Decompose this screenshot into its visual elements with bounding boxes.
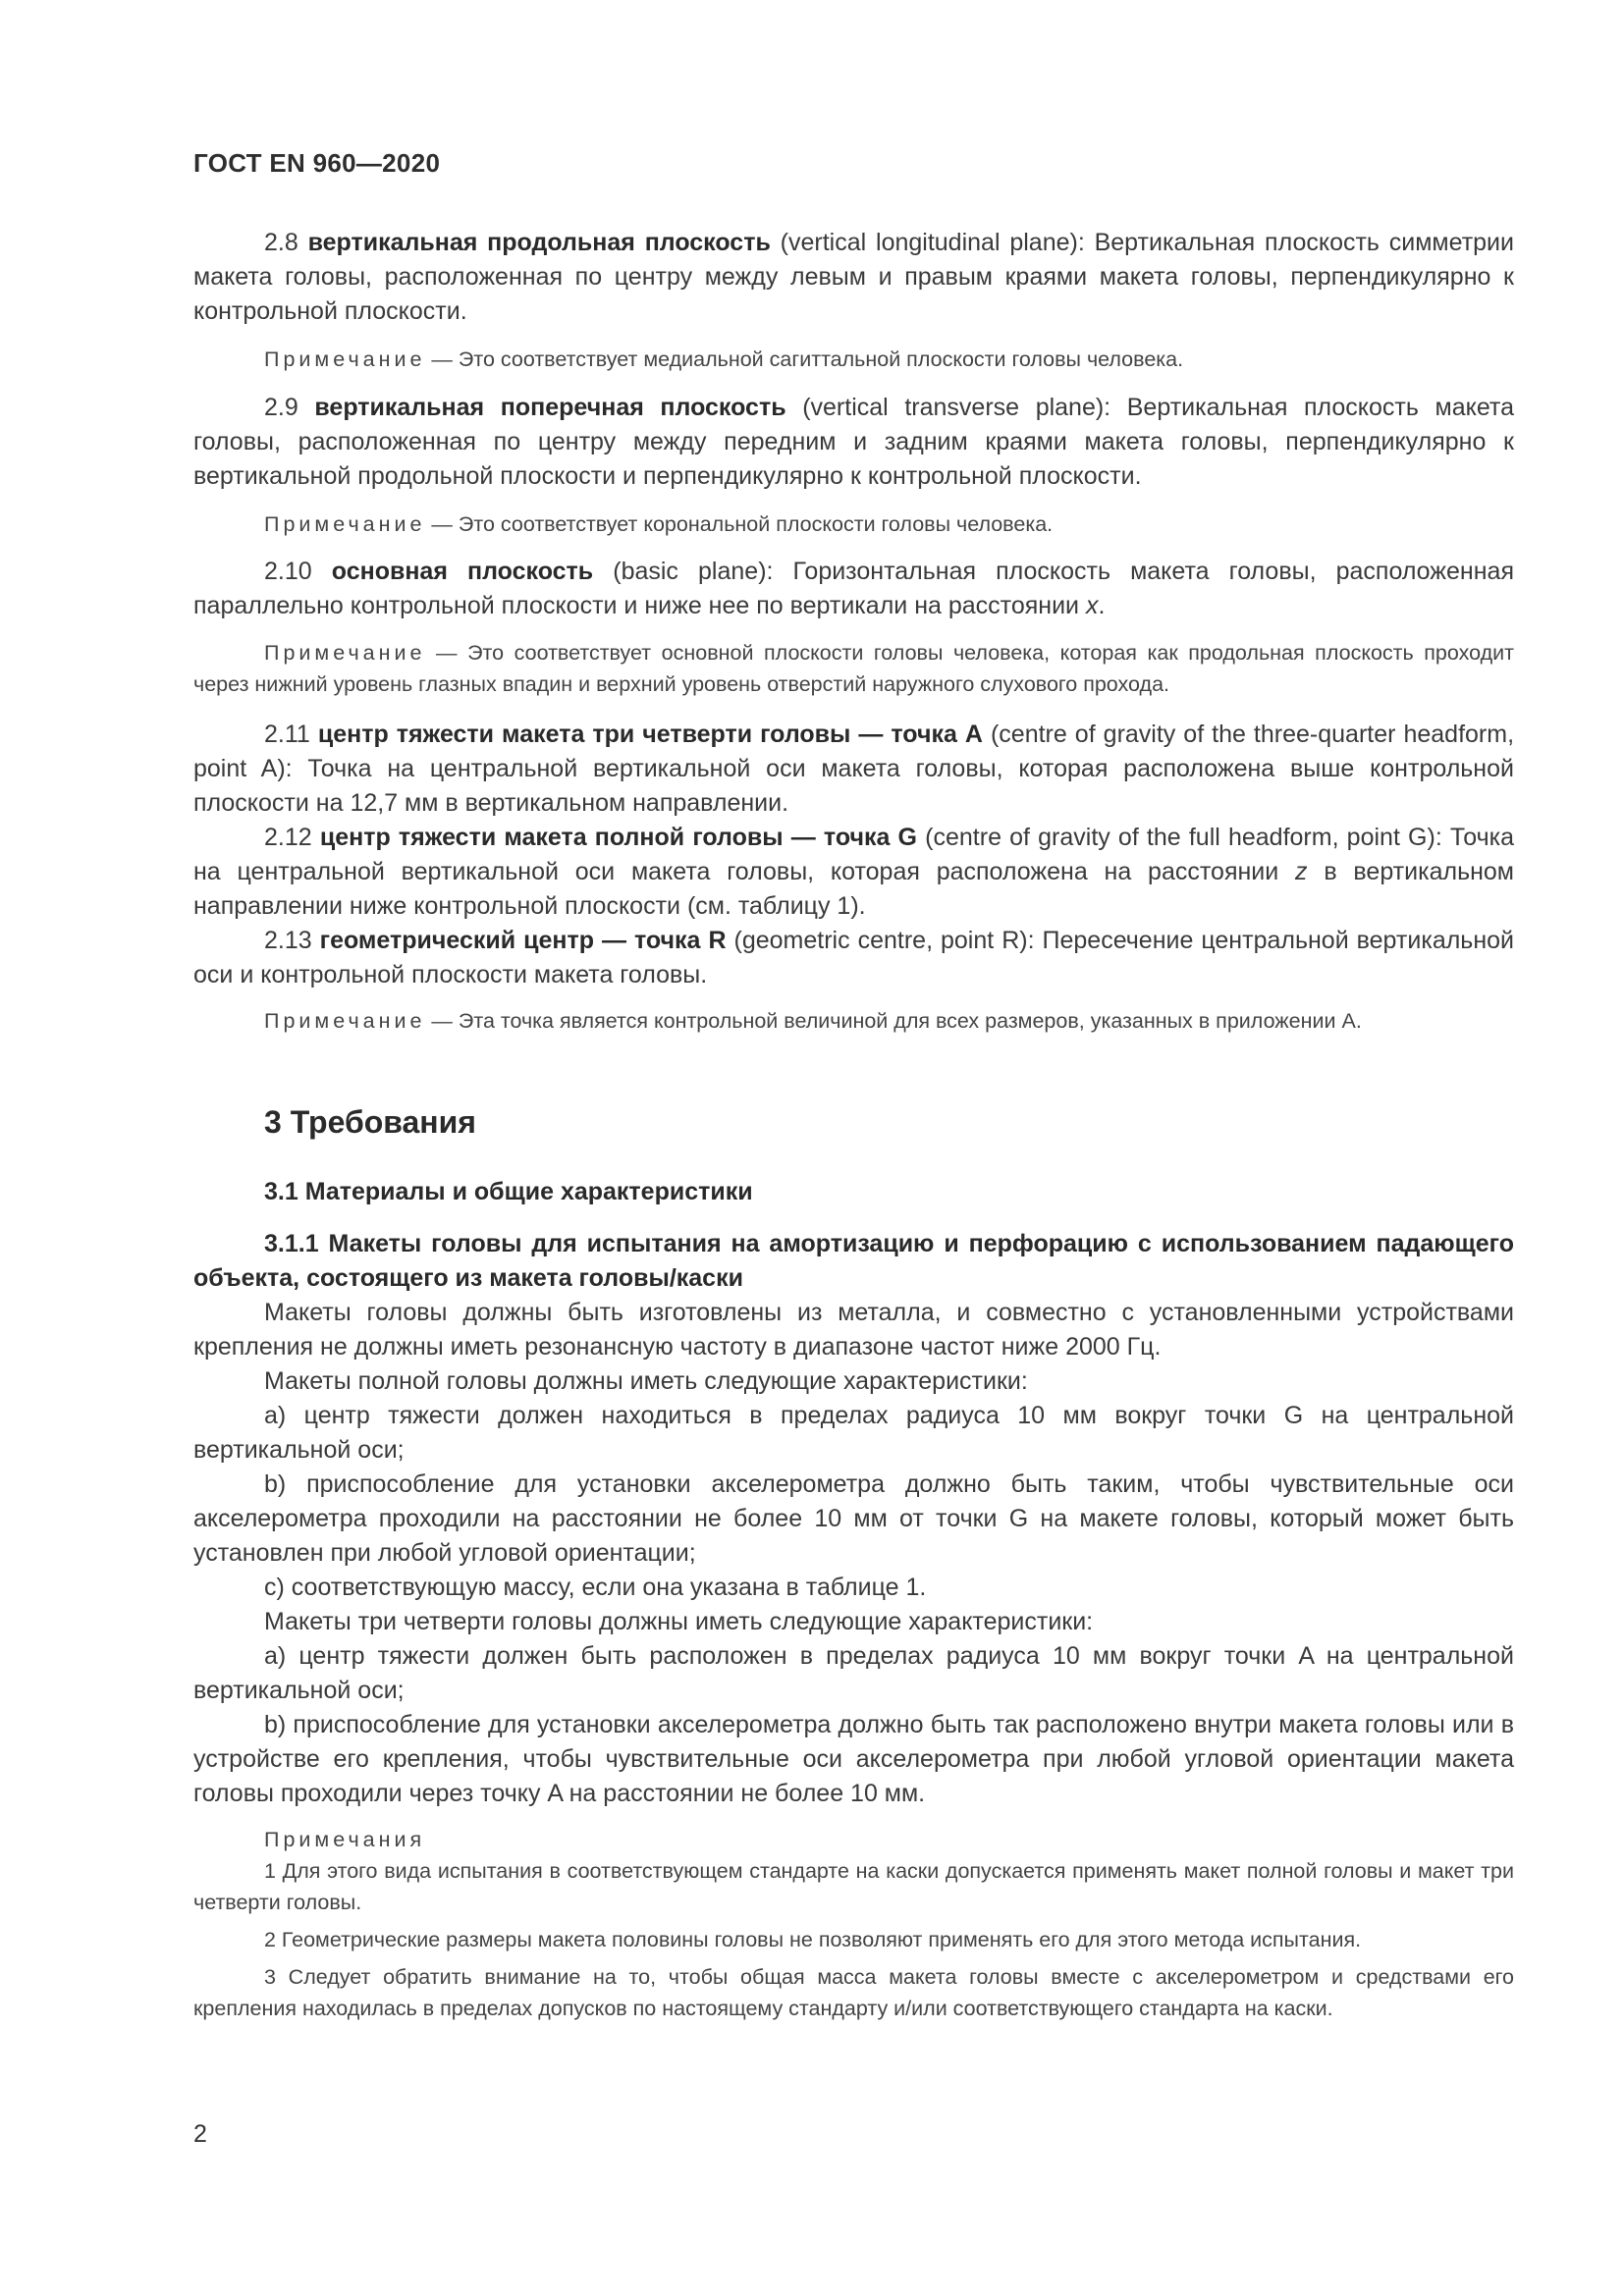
clause-2-8: [193, 226, 1514, 329]
clause-2-11-term: центр тяжести макета три четверти головы — точка A: [317, 721, 983, 748]
note-label: Примечание: [264, 347, 426, 371]
list-item: c) соответствующую массу, если она указана в таблице 1.: [264, 1574, 927, 1601]
clause-2-9: [193, 391, 1514, 494]
clause-2-13: [193, 924, 1514, 992]
clause-2-11: [193, 718, 1514, 821]
section-3-heading: 3 Требования: [264, 1104, 476, 1140]
notes-label: Примечания: [264, 1828, 426, 1851]
clause-2-8-term: вертикальная продольная плоскость: [307, 229, 771, 256]
clause-2-12-text: 2.12 центр тяжести макета полной головы — точка G (centre of gravity of the full headform, point G): Точка на центральной вертикальной оси макета головы, которая расположена на расстоянии z в вертикальном направлении ниже контрольной плоскости (см. таблицу 1).: [193, 824, 1515, 920]
clause-2-9-text: 2.9 вертикальная поперечная плоскость (vertical transverse plane): Вертикальная плоскость макета головы, расположенная по центру между передним и задним краями макета головы, перпендикулярно к вертикальной продольной плоскости и перпендикулярно к контрольной плоскости.: [193, 394, 1514, 490]
paragraph: Макеты головы должны быть изготовлены из металла, и совместно с установленными устройствами крепления не должны иметь резонансную частоту в диапазоне частот ниже 2000 Гц.: [193, 1299, 1514, 1361]
note-2-13: Примечание — Эта точка является контрольной величиной для всех размеров, указанных в приложении A.: [264, 1009, 1362, 1033]
note-item: 3 Следует обратить внимание на то, чтобы общая масса макета головы вместе с акселерометром и средствами его крепления находилась в пределах допусков по настоящему стандарту и/или соответствующего стандарта на каски.: [193, 1965, 1514, 2020]
note-item: 2 Геометрические размеры макета половины головы не позволяют применять его для этого метода испытания.: [264, 1928, 1362, 1951]
note-2-8: Примечание — Это соответствует медиальной сагиттальной плоскости головы человека.: [264, 347, 1184, 371]
clause-2-12-term: центр тяжести макета полной головы — точка G: [319, 824, 918, 851]
paragraph: Макеты полной головы должны иметь следующие характеристики:: [264, 1367, 1028, 1395]
clause-2-13-term: геометрический центр — точка R: [319, 927, 727, 954]
list-item: b) приспособление для установки акселерометра должно быть таким, чтобы чувствительные оси акселерометра проходили на расстоянии не более 10 мм от точки G на макете головы, который может быть установлен при любой угловой ориентации;: [193, 1470, 1514, 1567]
clause-2-10: [193, 555, 1514, 623]
section-3-1-1-heading: 3.1.1 Макеты головы для испытания на амортизацию и перфорацию с использованием падающего объекта, состоящего из макета головы/каски: [193, 1230, 1514, 1292]
list-item: a) центр тяжести должен находиться в пределах радиуса 10 мм вокруг точки G на центральной вертикальной оси;: [193, 1402, 1514, 1464]
notes-block: [193, 1824, 1514, 2024]
clause-2-12: [193, 821, 1514, 924]
note-2-9: Примечание — Это соответствует корональной плоскости головы человека.: [264, 512, 1054, 536]
list-item: a) центр тяжести должен быть расположен в пределах радиуса 10 мм вокруг точки A на центральной вертикальной оси;: [193, 1642, 1514, 1704]
list-item: b) приспособление для установки акселерометра должно быть так расположено внутри макета головы или в устройстве его крепления, чтобы чувствительные оси акселерометра при любой угловой ориентации макета головы проходили через точку A на расстоянии не более 10 мм.: [193, 1711, 1514, 1807]
note-2-10: Примечание — Это соответствует основной плоскости головы человека, которая как продольная плоскость проходит через нижний уровень глазных впадин и верхний уровень отверстий наружного слухового прохода.: [193, 641, 1514, 696]
paragraph: Макеты три четверти головы должны иметь следующие характеристики:: [264, 1608, 1094, 1635]
note-label: Примечание: [264, 641, 426, 665]
note-label: Примечание: [264, 512, 426, 536]
document-header-id: ГОСТ EN 960—2020: [193, 148, 441, 178]
clause-2-10-text: 2.10 основная плоскость (basic plane): Горизонтальная плоскость макета головы, расположенная параллельно контрольной плоскости и ниже нее по вертикали на расстоянии x.: [193, 558, 1514, 619]
section-3-1-1: [193, 1227, 1514, 1811]
note-label: Примечание: [264, 1009, 426, 1033]
clause-2-11-text: 2.11 центр тяжести макета три четверти головы — точка A (centre of gravity of the three-quarter headform, point A): Точка на центральной вертикальной оси макета головы, которая расположена выше контрольной плоскости на 12,7 мм в вертикальном направлении.: [193, 721, 1515, 817]
page-number: 2: [193, 2120, 207, 2148]
note-item: 1 Для этого вида испытания в соответствующем стандарте на каски допускается применять макет полной головы и макет три четверти головы.: [193, 1859, 1514, 1914]
clause-2-8-text: 2.8 вертикальная продольная плоскость (vertical longitudinal plane): Вертикальная плоскость симметрии макета головы, расположенная по центру между левым и правым краями макета головы, перпендикулярно к контрольной плоскости.: [193, 229, 1514, 325]
clause-2-13-text: 2.13 геометрический центр — точка R (geometric centre, point R): Пересечение центральной вертикальной оси и контрольной плоскости макета головы.: [193, 927, 1515, 988]
clause-2-9-term: вертикальная поперечная плоскость: [314, 394, 786, 421]
section-3-1-heading: 3.1 Материалы и общие характеристики: [264, 1178, 753, 1205]
clause-2-10-term: основная плоскость: [331, 558, 594, 585]
